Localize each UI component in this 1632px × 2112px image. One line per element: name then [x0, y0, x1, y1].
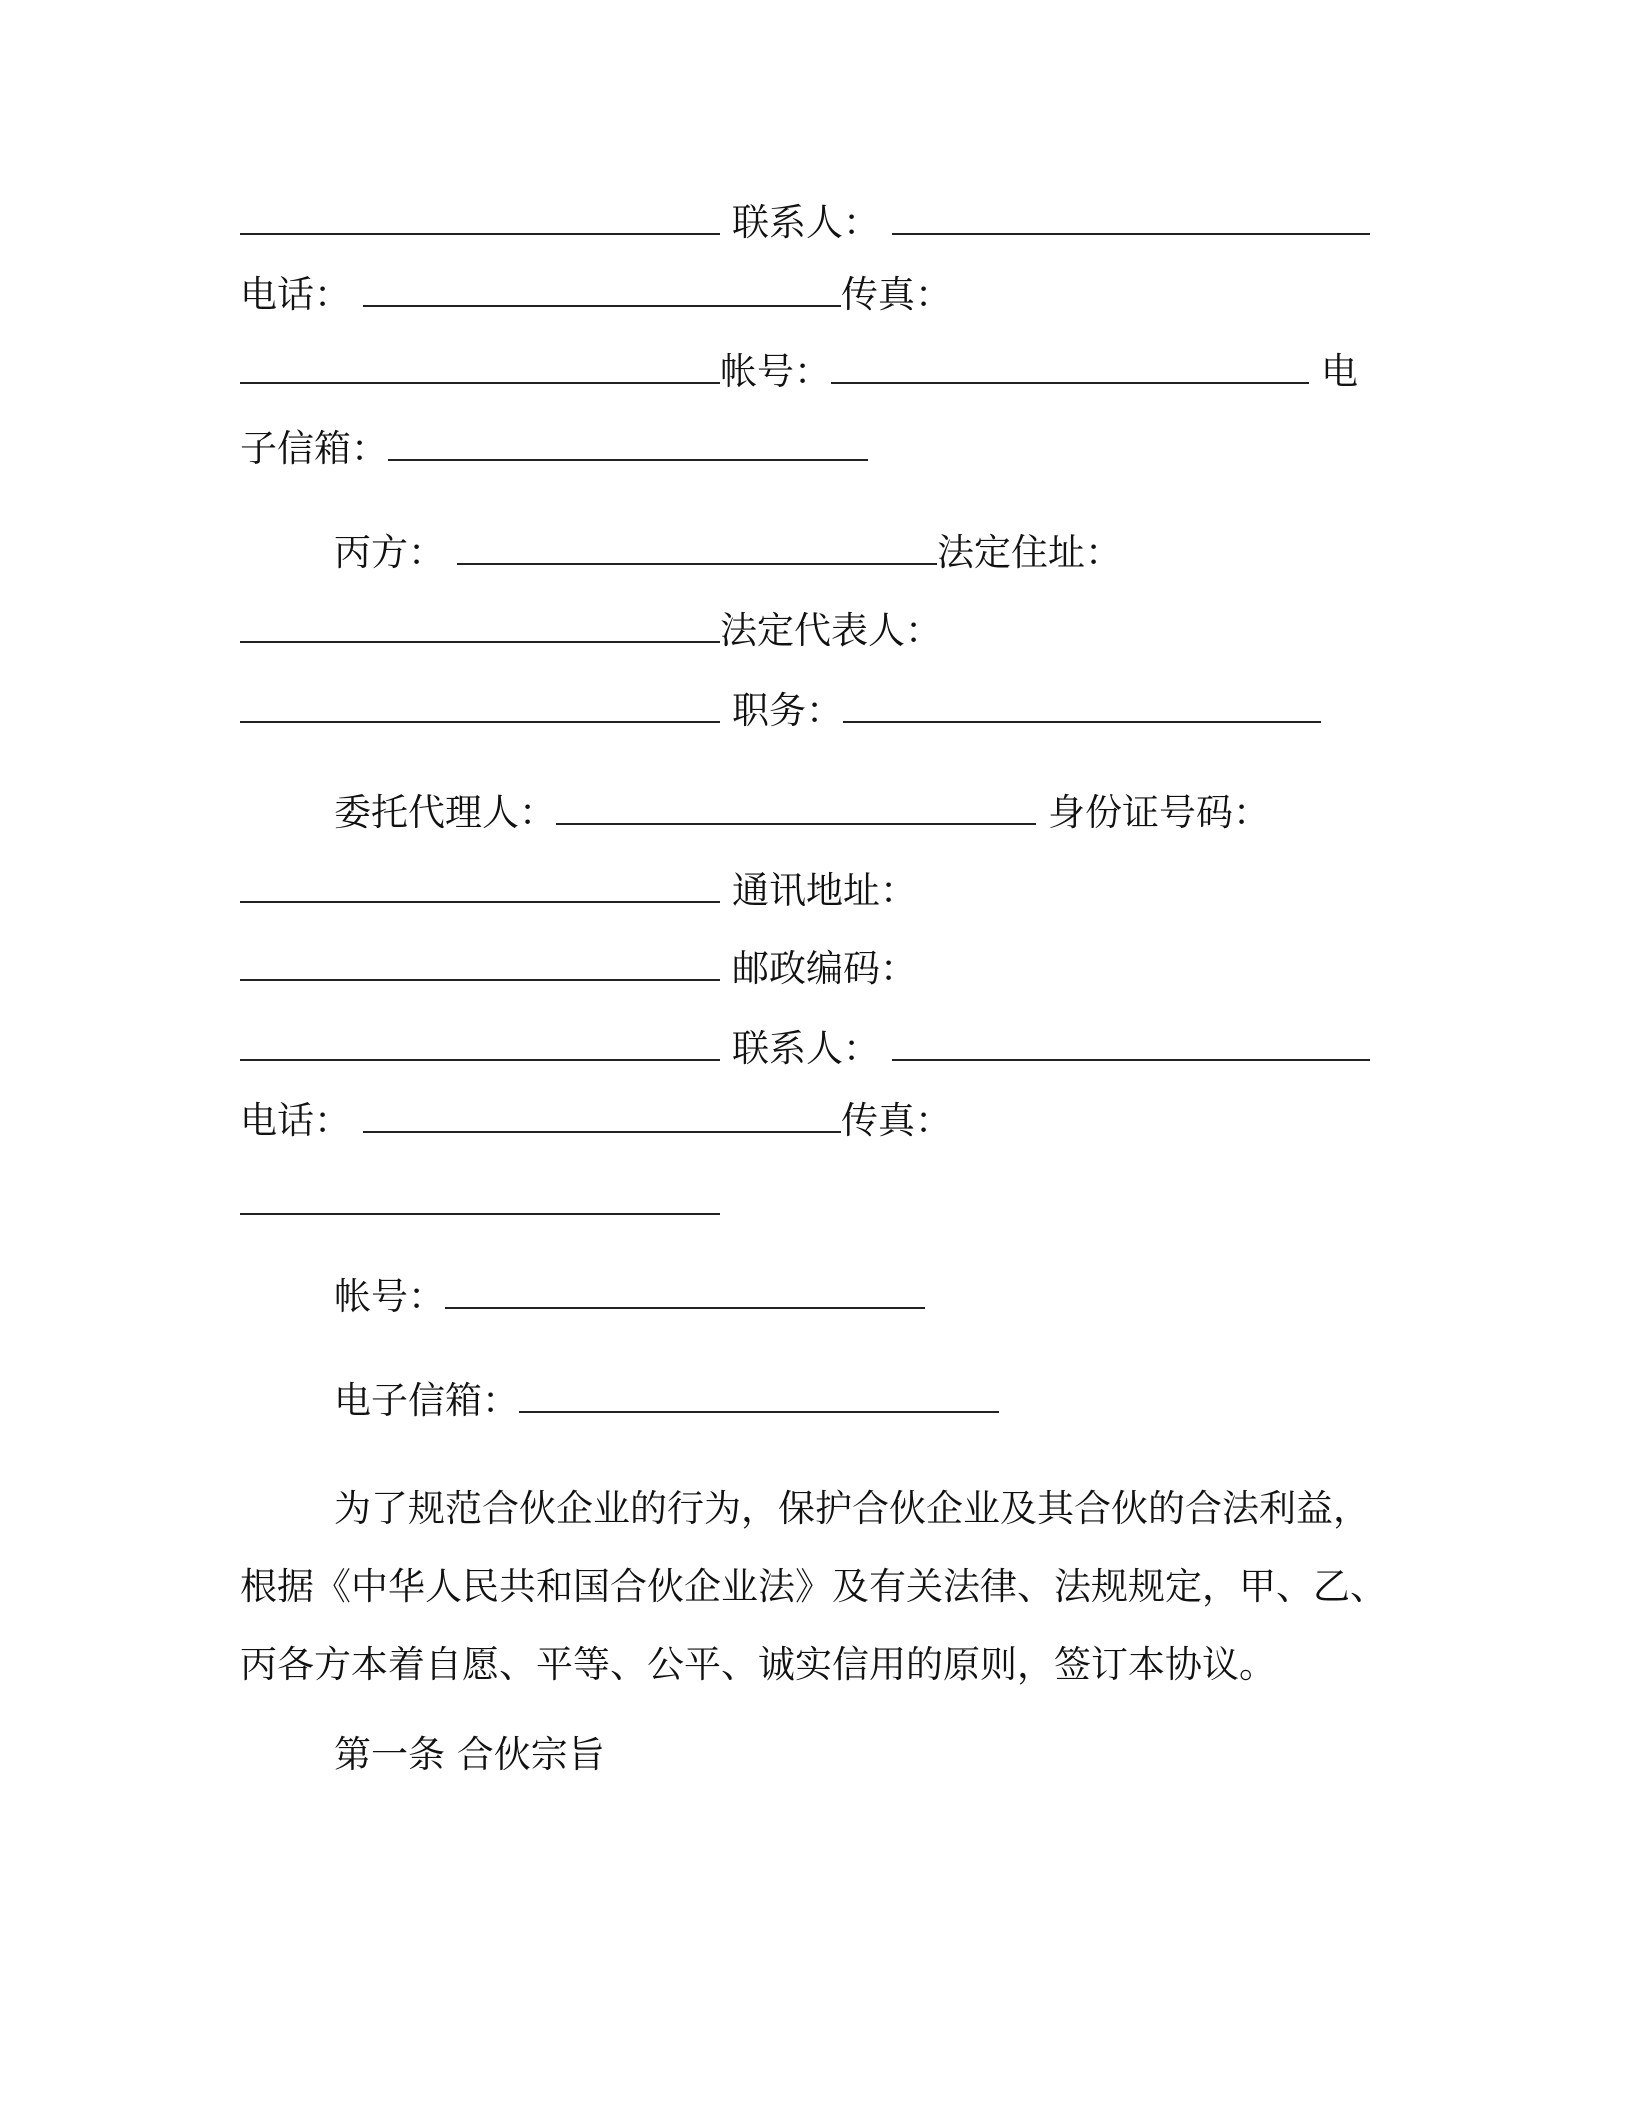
account-line — [240, 347, 1358, 397]
preamble-line-1: 为了规范合伙企业的行为，保护合伙企业及其合伙的合法利益， — [334, 1487, 1370, 1530]
preamble-line-3: 丙各方本着自愿、平等、公平、诚实信用的原则，签订本协议。 — [240, 1643, 1276, 1686]
postal-code-label: 邮政编码： — [732, 947, 917, 990]
id-number-blank[interactable] — [240, 867, 720, 903]
mailing-address-blank[interactable] — [240, 945, 720, 981]
mailing-address-label: 通讯地址： — [732, 869, 917, 912]
contact-person-label: 联系人： — [732, 201, 880, 244]
legal-rep-label: 法定代表人： — [720, 609, 942, 652]
legal-address-blank[interactable] — [240, 607, 720, 643]
postal-code-line — [240, 944, 917, 994]
position-line — [240, 686, 1321, 736]
agent-label: 委托代理人： — [334, 791, 556, 834]
postal-code-blank[interactable] — [240, 1025, 720, 1061]
email-blank-2[interactable] — [519, 1377, 999, 1413]
phone-blank-2[interactable] — [363, 1097, 841, 1133]
contact-person-blank[interactable] — [892, 199, 1370, 235]
email-label-2: 电子信箱： — [334, 1379, 519, 1422]
agent-blank[interactable] — [556, 789, 1036, 825]
fax-blank-2[interactable] — [240, 1179, 720, 1215]
article-1-heading — [334, 1730, 605, 1780]
email-label-start: 电 — [1321, 350, 1358, 393]
phone-label: 电话： — [240, 273, 351, 316]
agent-line — [334, 788, 1270, 838]
party-c-line — [334, 528, 1122, 578]
fax-label: 传真： — [841, 273, 952, 316]
account-label-2: 帐号： — [334, 1275, 445, 1318]
phone-label-2: 电话： — [240, 1099, 351, 1142]
email-blank[interactable] — [388, 425, 868, 461]
account-line-2 — [334, 1272, 925, 1322]
contact-person-label-2: 联系人： — [732, 1027, 880, 1070]
contact-person-blank-2[interactable] — [892, 1025, 1370, 1061]
contact-person-line-2 — [240, 1024, 1370, 1074]
phone-fax-line — [240, 270, 952, 320]
email-line-2 — [334, 1376, 999, 1426]
id-number-label: 身份证号码： — [1048, 791, 1270, 834]
fax-blank-line — [240, 1178, 720, 1228]
position-label: 职务： — [732, 689, 843, 732]
contact-person-line — [240, 198, 1370, 248]
phone-blank[interactable] — [363, 271, 841, 307]
email-label-end: 子信箱： — [240, 427, 388, 470]
blank-field[interactable] — [240, 199, 720, 235]
fax-label-2: 传真： — [841, 1099, 952, 1142]
party-c-label: 丙方： — [334, 531, 445, 574]
legal-address-label: 法定住址： — [937, 531, 1122, 574]
account-blank-2[interactable] — [445, 1273, 925, 1309]
legal-rep-blank[interactable] — [240, 687, 720, 723]
phone-fax-line-2 — [240, 1096, 952, 1146]
preamble-paragraph — [240, 1470, 1390, 1704]
account-label: 帐号： — [720, 350, 831, 393]
legal-rep-line — [240, 606, 942, 656]
party-c-blank[interactable] — [457, 529, 937, 565]
fax-blank[interactable] — [240, 348, 720, 384]
position-blank[interactable] — [843, 687, 1321, 723]
article-1-title: 第一条 合伙宗旨 — [334, 1733, 605, 1776]
mailing-address-line — [240, 866, 917, 916]
email-line — [240, 424, 868, 474]
preamble-line-2: 根据《中华人民共和国合伙企业法》及有关法律、法规规定，甲、乙、 — [240, 1565, 1387, 1608]
account-blank[interactable] — [831, 348, 1309, 384]
